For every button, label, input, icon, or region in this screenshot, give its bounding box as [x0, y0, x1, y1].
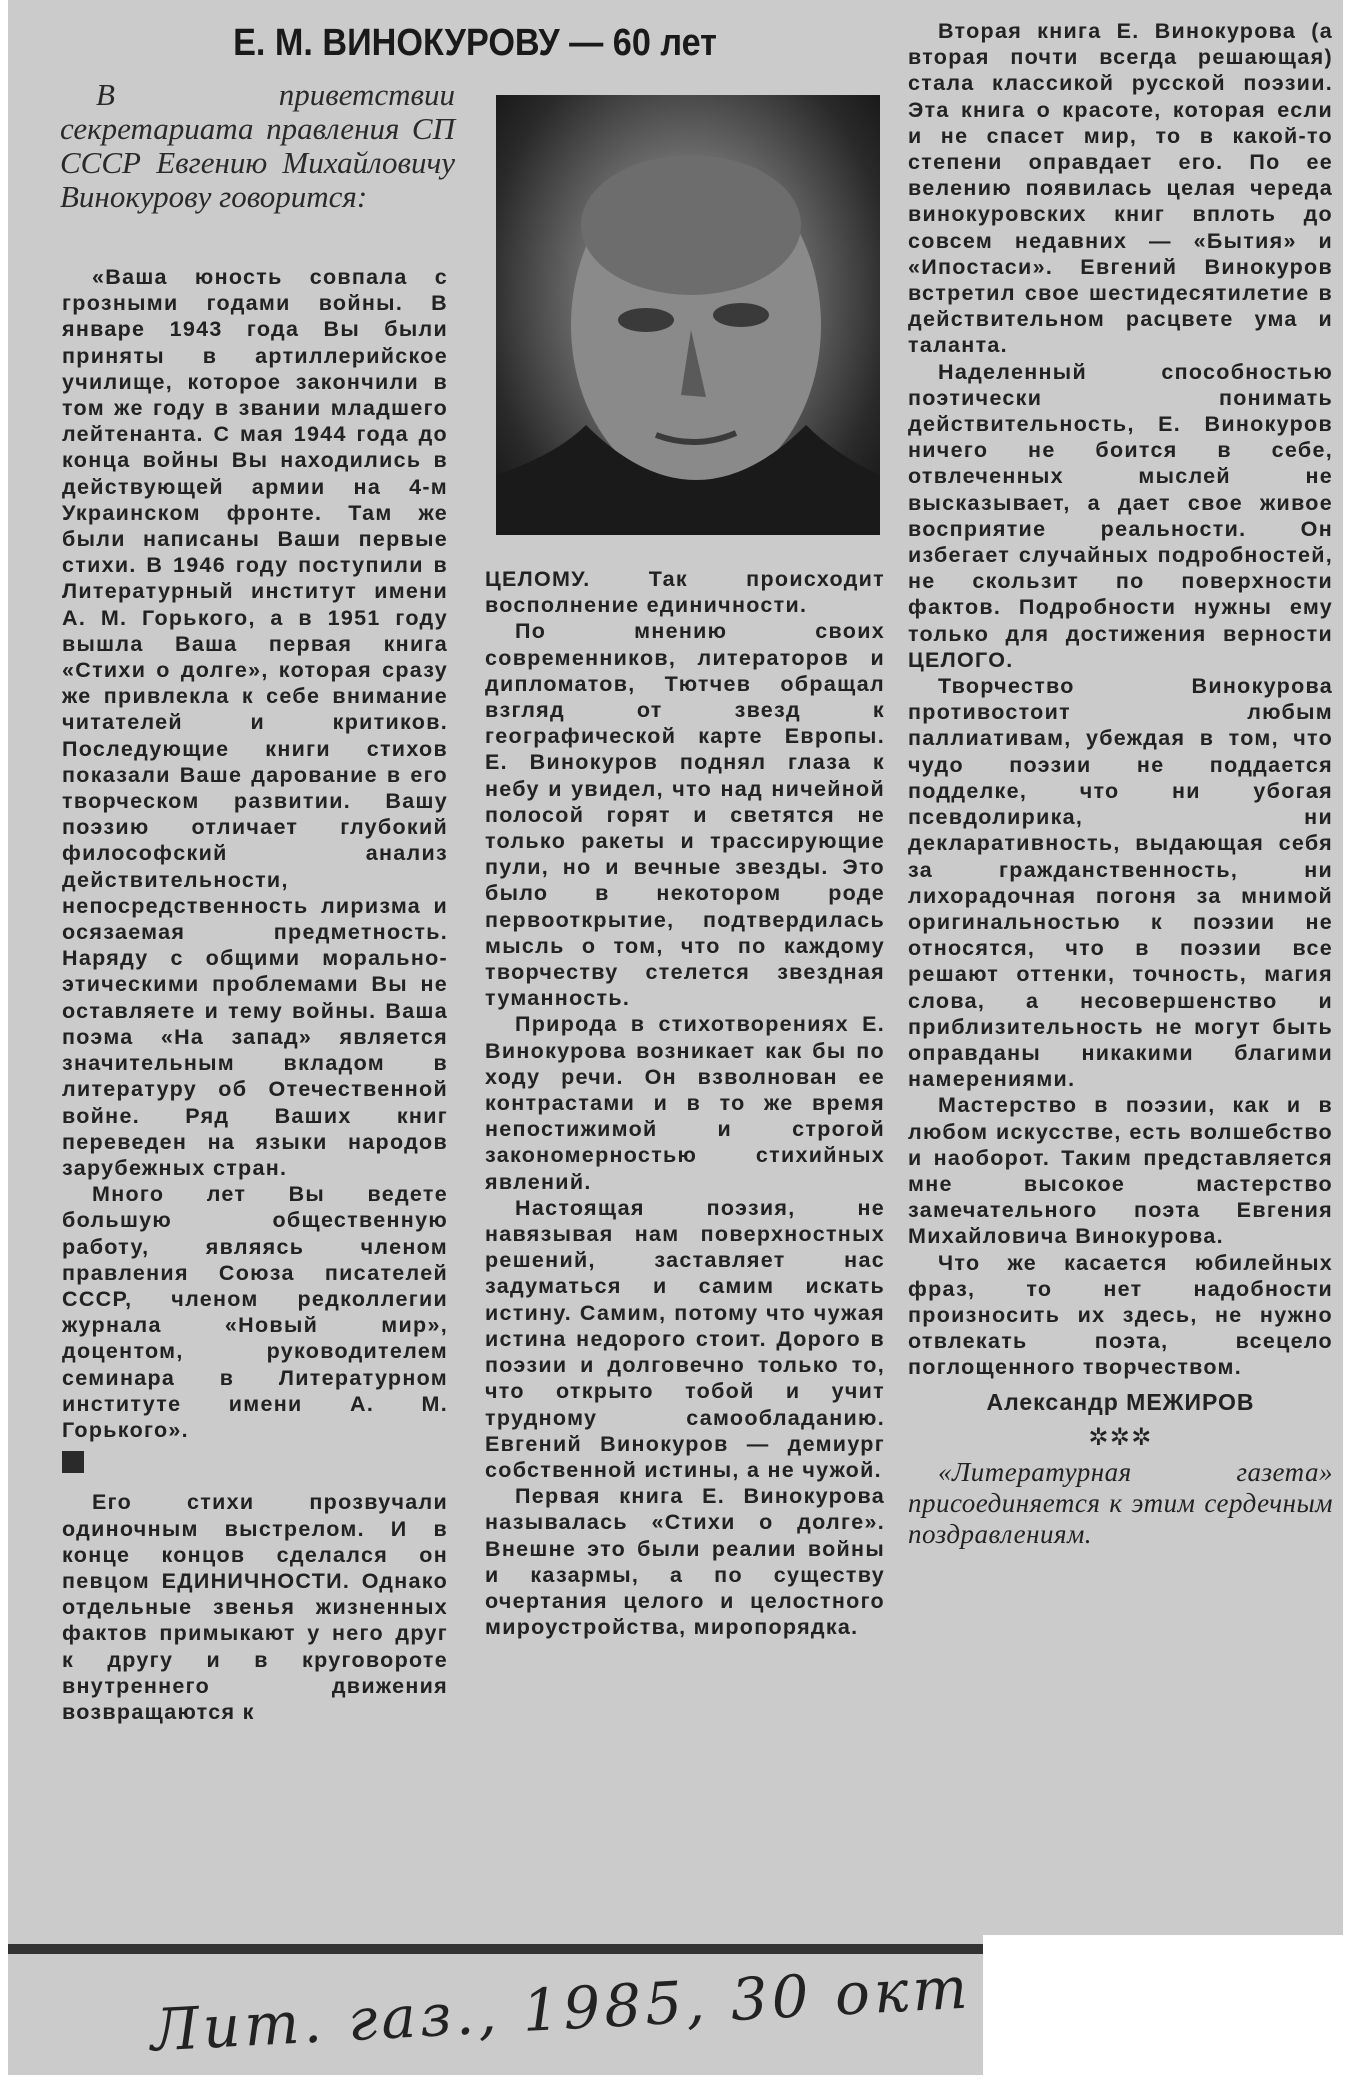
paragraph: Вторая книга Е. Винокурова (а вторая почти всегда решающая) стала классикой русской поэзии. Эта книга о красоте, которая если и не спасет мир, то в какой-то степени оправдает его. По ее велению появилась целая череда винокуровских книг вплоть до совсем недавних — «Бытия» и «Ипостаси». Евгений Винокуров встретил свое шестидесятилетие в действительном расцвете ума и таланта.: [908, 19, 1333, 358]
paragraph: По мнению своих современников, литераторов и дипломатов, Тютчев обращал взгляд от звезд к географической карте Европы. Е. Винокуров поднял глаза к небу и увидел, что над ничейной полосой горят и светятся не только ракеты и трассирующие пули, но и вечные звезды. Это было в некотором роде первооткрытие, подтвердилась мысль о том, что по каждому творчеству стелется звездная туманность.: [485, 619, 885, 1011]
portrait-photo: [496, 95, 880, 535]
separator-stars-icon: ✲✲✲: [1088, 1423, 1153, 1451]
intro-text: В приветствии секретариата правления СП СССР Евгению Михайловичу Винокурову говорится:: [60, 77, 455, 214]
paragraph: Настоящая поэзия, не навязывая нам поверхностных решений, заставляет нас задуматься и самим искать истину. Самим, потому что чужая истина недорого стоит. Дорого в поэзии и долговечно только то, что открыто тобой и учит трудному самообладанию. Евгений Винокуров — демиург собственной истины, а не чужой.: [485, 1195, 885, 1482]
author-signature: Александр МЕЖИРОВ: [986, 1388, 1255, 1415]
divider-rule: [8, 1944, 983, 1954]
paragraph: Его стихи прозвучали одиночным выстрелом. И в конце концов сделался он певцом ЕДИНИЧНОСТИ. Однако отдельные звенья жизненных фактов примыкают у него друг к другу и в круговороте внутреннего движения возвращаются к: [62, 1490, 448, 1724]
handwritten-source-note: Лит. газ., 1985, 30 окт: [148, 1953, 973, 2065]
portrait-icon: [496, 95, 880, 535]
paragraph: ЦЕЛОМУ. Так происходит восполнение единичности.: [485, 567, 885, 618]
editorial-note: «Литературная газета» присоединяется к этим сердечным поздравлениям.: [908, 1456, 1333, 1549]
article-column-1: [62, 264, 448, 1725]
paragraph: Наделенный способностью поэтически понимать действительность, Е. Винокуров ничего не боится в себе, отвлеченных мыслей не высказывает, а дает свое живое восприятие реальности. Он избегает случайных подробностей, не скользит по поверхности фактов. Подробности нужны ему только для достижения верности ЦЕЛОГО.: [908, 359, 1333, 672]
paragraph: «Ваша юность совпала с грозными годами войны. В январе 1943 года Вы были приняты в артиллерийское училище, которое закончили в том же году в звании младшего лейтенанта. С мая 1944 года до конца войны Вы находились в действующей армии на 4-м Украинском фронте. Там же были написаны Ваши первые стихи. В 1946 году поступили в Литературный институт имени А. М. Горького, а в 1951 году вышла Ваша первая книга «Стихи о долге», которая сразу же привлекла к себе внимание читателей и критиков. Последующие книги стихов показали Ваше дарование в его творческом развитии. Вашу поэзию отличает глубокий философский анализ действительности, непосредственность лиризма и осязаемая предметность. Наряду с общими морально-этическими проблемами Вы не оставляете и тему войны. Ваша поэма «На запад» является значительным вкладом в литературу об Отечественной войне. Ряд Ваших книг переведен на языки народов зарубежных стран.: [62, 265, 448, 1180]
article-column-2: [485, 566, 885, 1640]
article-column-3: [908, 18, 1333, 1550]
section-marker-icon: [62, 1451, 84, 1473]
paragraph: Мастерство в поэзии, как и в любом искусстве, есть волшебство и наоборот. Таким представляется мне высокое мастерство замечательного поэта Евгения Михайловича Винокурова.: [908, 1093, 1333, 1249]
paragraph: Природа в стихотворениях Е. Винокурова возникает как бы по ходу речи. Он взволнован ее контрастами и в то же время непостижимой и строгой закономерностью стихийных явлений.: [485, 1012, 885, 1194]
paragraph: Творчество Винокурова противостоит любым паллиативам, убеждая в том, что чудо поэзии не поддается подделке, что ни убогая псевдолирика, ни декларативность, выдающая себя за гражданственность, ни лихорадочная погоня за мнимой оригинальностью к поэзии не относятся, что в поэзии все решают оттенки, точность, магия слова, а несовершенство и приблизительность не могут быть оправданы никакими благими намерениями.: [908, 674, 1333, 1092]
headline: Е. М. ВИНОКУРОВУ — 60 лет: [233, 22, 717, 64]
paragraph: Много лет Вы ведете большую общественную работу, являясь членом правления Союза писателей СССР, членом редколлегии журнала «Новый мир», доцентом, руководителем семинара в Литературном институте имени А. М. Горького».: [62, 1182, 448, 1442]
paragraph: Первая книга Е. Винокурова называлась «Стихи о долге». Внешне это были реалии войны и казармы, а по существу очертания целого и целостного мироустройства, миропорядка.: [485, 1484, 885, 1640]
paragraph: Что же касается юбилейных фраз, то нет надобности произносить их здесь, не нужно отвлекать поэта, всецело поглощенного творчеством.: [908, 1250, 1333, 1380]
